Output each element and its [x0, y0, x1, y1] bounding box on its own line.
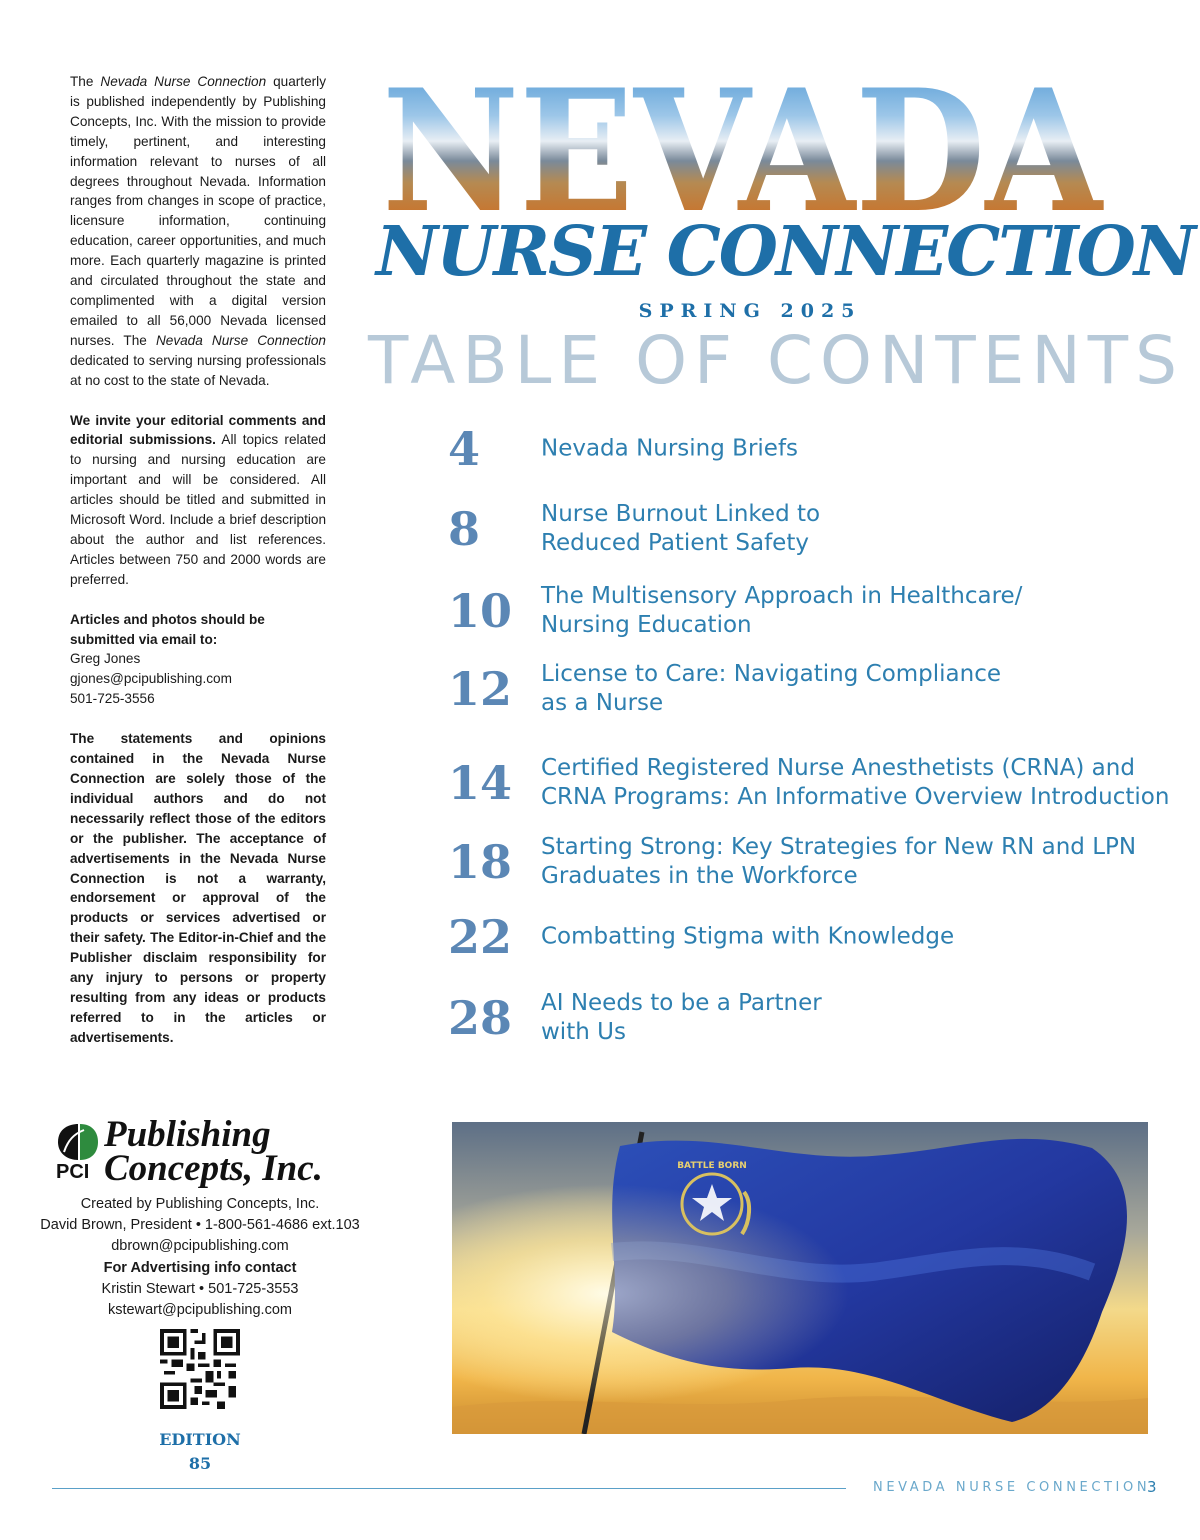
toc-article-title: Starting Strong: Key Strategies for New RN and LPN Graduates in the Workforce: [541, 834, 1137, 889]
toc-entry[interactable]: [448, 654, 1148, 724]
publisher-info: [40, 1114, 360, 1476]
about-paragraph: The Nevada Nurse Connection quarterly is published independently by Publishing Concepts, Inc. With the mission to provide timely, pertinent, and interesting information relevant to nurses of all degrees throughout Nevada. Information ranges from changes in scope of practice, licensure information, continuing education, career opportunities, and much more. Each quarterly magazine is printed and circulated throughout the state and complimented with a digital version emailed to all 56,000 Nevada licensed nurses. The Nevada Nurse Connection dedicated to serving nursing professionals at no cost to the state of Nevada.: [70, 74, 326, 388]
toc-page-number: 22: [448, 910, 513, 964]
toc-entry[interactable]: [448, 827, 1148, 897]
toc-page-number: 8: [448, 502, 481, 556]
toc-article-title: Nevada Nursing Briefs: [541, 435, 799, 462]
publication-name: Nevada Nurse Connection: [100, 74, 267, 89]
toc-entry[interactable]: [448, 902, 1148, 972]
toc-page-number: 10: [448, 584, 513, 638]
masthead-nevada-logo: [380, 72, 1105, 222]
invite-paragraph: We invite your editorial comments and editorial submissions. All topics related to nursing and nursing education are important and will be considered. All articles should be titled and submitted in Microsoft Word. Include a brief description about the author and list references. Articles between 750 and 2000 words are preferred.: [70, 412, 326, 587]
masthead-nevada-text: NEVADA: [382, 72, 1105, 222]
publication-name: Nevada Nurse Connection: [155, 332, 326, 348]
president-line: David Brown, President • 1-800-561-4686 ext.103: [40, 1217, 360, 1234]
flag-banner-text: BATTLE BORN: [677, 1161, 747, 1171]
left-column: [70, 72, 326, 1068]
advertising-email[interactable]: kstewart@pcipublishing.com: [108, 1302, 292, 1319]
submission-contact: Articles and photos should be submitted via email to: Greg Jones gjones@pcipublishing.com 501-725-3556: [70, 611, 265, 707]
toc-article-title: Nurse Burnout Linked to Reduced Patient Safety: [541, 501, 821, 556]
masthead-subtitle: NURSE CONNECTION: [376, 212, 1194, 292]
toc-article-title: The Multisensory Approach in Healthcare/ Nursing Education: [541, 583, 1023, 638]
publisher-contact-lines: [40, 1194, 360, 1321]
toc-article-title: License to Care: Navigating Compliance as a Nurse: [541, 661, 1002, 716]
pci-leaf-icon: [54, 1122, 100, 1162]
nevada-flag-photo: [452, 1122, 1148, 1434]
toc-entry[interactable]: [448, 983, 1148, 1053]
pci-wordmark: Publishing Concepts, Inc.: [104, 1114, 323, 1189]
toc-heading: TABLE OF CONTENTS: [368, 322, 1184, 399]
issue-date: SPRING 2025: [638, 300, 862, 322]
toc-page-number: 18: [448, 835, 513, 889]
contact-name: Greg Jones: [70, 651, 141, 667]
toc-article-title: Combatting Stigma with Knowledge: [541, 923, 955, 950]
qr-code[interactable]: [160, 1329, 240, 1409]
edition-badge: EDITION 85: [159, 1430, 241, 1474]
pci-logo: [40, 1114, 360, 1190]
toc-article-title: AI Needs to be a Partner with Us: [541, 990, 822, 1045]
pci-letters: PCI: [56, 1161, 90, 1183]
footer-publication: NEVADA NURSE CONNECTION: [873, 1480, 1151, 1495]
toc-page-number: 12: [448, 662, 513, 716]
contact-phone: 501-725-3556: [70, 691, 155, 707]
advertising-label: For Advertising info contact: [103, 1259, 297, 1276]
toc-page-number: 4: [448, 422, 481, 476]
contact-email-link[interactable]: gjones@pcipublishing.com: [70, 671, 232, 687]
toc-article-title: Certified Registered Nurse Anesthetists (CRNA) and CRNA Programs: An Informative Overview Introduction: [541, 755, 1170, 810]
toc-page-number: 28: [448, 991, 513, 1045]
disclaimer-paragraph: The statements and opinions contained in the Nevada Nurse Connection are solely those of the individual authors and do not necessarily reflect those of the editors or the publisher. The acceptance of advertisements in the Nevada Nurse Connection is not a warranty, endorsement or approval of the products or services advertised or their safety. The Editor-in-Chief and the Publisher disclaim responsibility for any injury to persons or property resulting from any ideas or products referred to in the articles or advertisements.: [70, 731, 326, 1045]
page-number: 3: [1147, 1478, 1157, 1496]
advertising-contact: Kristin Stewart • 501-725-3553: [101, 1280, 299, 1297]
toc-entry[interactable]: [448, 414, 1148, 484]
toc-entry[interactable]: [448, 576, 1148, 646]
created-by: Created by Publishing Concepts, Inc.: [80, 1196, 320, 1212]
toc-entry[interactable]: [448, 494, 1148, 564]
toc-entry[interactable]: [448, 748, 1170, 818]
toc-page-number: 14: [448, 756, 513, 810]
president-email[interactable]: dbrown@pcipublishing.com: [111, 1238, 289, 1255]
footer-rule: [52, 1488, 846, 1489]
